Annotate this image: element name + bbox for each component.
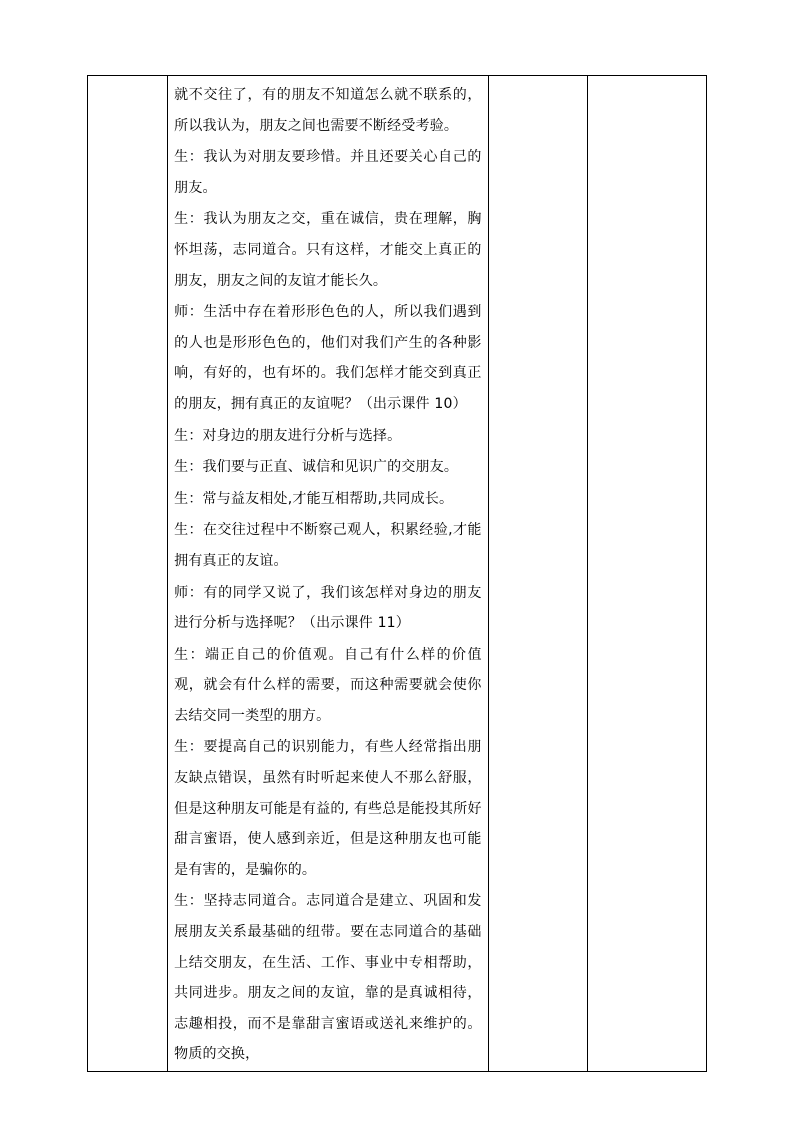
lesson-table — [87, 75, 707, 1072]
empty-cell-middle — [488, 76, 587, 1072]
paragraph: 生：我认为对朋友要珍惜。并且还要关心自己的朋友。 — [174, 149, 482, 196]
paragraph: 师：生活中存在着形形色色的人，所以我们遇到的人也是形形色色的，他们对我们产生的各种影响，有好的，也有坏的。我们怎样才能交到真正的朋友，拥有真正的友谊呢？（出示课件 10） — [174, 304, 482, 412]
paragraph: 生：我认为朋友之交，重在诚信，贵在理解，胸怀坦荡，志同道合。只有这样，才能交上真正的朋友，朋友之间的友谊才能长久。 — [174, 211, 482, 289]
paragraph: 生：端正自己的价值观。自己有什么样的价值观，就会有什么样的需要，而这种需要就会使你去结交同一类型的朋方。 — [174, 646, 482, 724]
empty-cell-right — [587, 76, 706, 1072]
paragraph: 生：我们要与正直、诚信和见识广的交朋友。 — [174, 459, 459, 476]
paragraph: 生：坚持志同道合。志同道合是建立、巩固和发展朋友关系最基础的纽带。要在志同道合的基础上结交朋友，在生活、工作、事业中专相帮助，共同进步。朋友之间的友谊，靠的是真诚相待，志趣相投，而不是靠甜言蜜语或送礼来维护的。物质的交换， — [174, 893, 482, 1063]
paragraph: 师：有的同学又说了，我们该怎样对身边的朋友进行分析与选择呢？（出示课件 11） — [174, 584, 482, 632]
teaching-process-cell — [168, 76, 489, 1072]
paragraph: 生：要提高自己的识别能力，有些人经常指出朋友缺点错误，虽然有时听起来使人不那么舒服，但是这种朋友可能是有益的, 有些总是能投其所好甜言蜜语，使人感到亲近，但是这种朋友也可能是有害的，是骗你的。 — [174, 739, 482, 878]
table-row — [88, 76, 707, 1072]
paragraph: 生：常与益友相处,才能互相帮助,共同成长。 — [174, 490, 454, 507]
paragraph: 生：在交往过程中不断察己观人，积累经验,才能拥有真正的友谊。 — [174, 522, 482, 569]
empty-cell-left — [88, 76, 168, 1072]
paragraph: 就不交往了，有的朋友不知道怎么就不联系的，所以我认为，朋友之间也需要不断经受考验。 — [174, 87, 482, 134]
paragraph: 生：对身边的朋友进行分析与选择。 — [174, 427, 402, 444]
